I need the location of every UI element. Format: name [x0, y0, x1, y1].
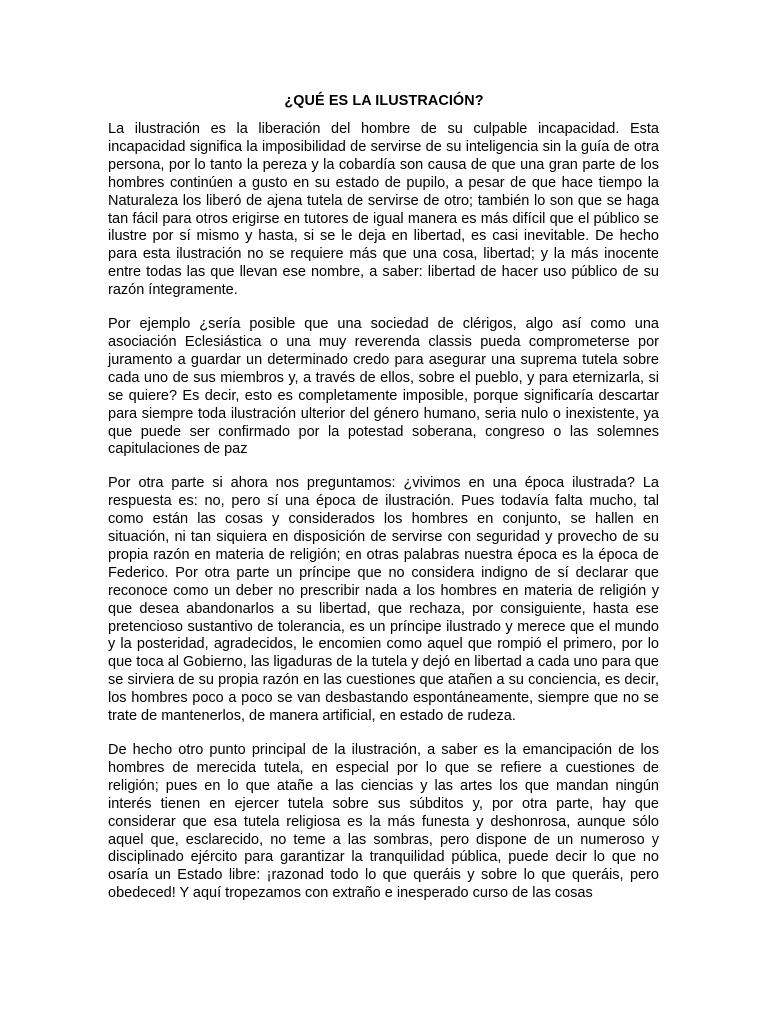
paragraph-3: Por otra parte si ahora nos preguntamos: ¿vivimos en una época ilustrada? La respuesta es: no, pero sí una época de ilustración. Pues todavía falta mucho, tal como están las cosas y considerados los hombres en conjunto, se hallen en situación, ni tan siquiera en disposición de servirse con seguridad y provecho de su propia razón en materia de religión; en otras palabras nuestra época es la época de Federico. Por otra parte un príncipe que no considera indigno de sí declarar que reconoce como un deber no prescribir nada a los hombres en materia de religión y que desea abandonarlos a su libertad, que rechaza, por consiguiente, hasta ese pretencioso sustantivo de tolerancia, es un príncipe ilustrado y merece que el mundo y la posteridad, agradecidos, le encomien como aquel que rompió el primero, por lo que toca al Gobierno, las ligaduras de la tutela y dejó en libertad a cada uno para que se sirviera de su propia razón en las cuestiones que atañen a su conciencia, es decir, los hombres poco a poco se van desbastando espontáneamente, siempre que no se trate de mantenerlos, de manera artificial, en estado de rudeza.	[108, 475, 659, 725]
paragraph-2: Por ejemplo ¿sería posible que una sociedad de clérigos, algo así como una asociación Eclesiástica o una muy reverenda classis pueda comprometerse por juramento a guardar un determinado credo para asegurar una suprema tutela sobre cada uno de sus miembros y, a través de ellos, sobre el pueblo, y para eternizarla, si se quiere? Es decir, esto es completamente imposible, porque significaría descartar para siempre toda ilustración ulterior del género humano, seria nulo o inexistente, ya que puede ser confirmado por la potestad soberana, congreso o las solemnes capitulaciones de paz	[108, 316, 659, 458]
document-body	[108, 121, 659, 919]
paragraph-4: De hecho otro punto principal de la ilustración, a saber es la emancipación de los hombres de merecida tutela, en especial por lo que se refiere a cuestiones de religión; pues en lo que atañe a las ciencias y las artes los que mandan ningún interés tienen en ejercer tutela sobre sus súbditos y, por otra parte, hay que considerar que esa tutela religiosa es la más funesta y deshonrosa, aunque sólo aquel que, esclarecido, no teme a las sombras, pero dispone de un numeroso y disciplinado ejército para garantizar la tranquilidad pública, puede decir lo que no osaría un Estado libre: ¡razonad todo lo que queráis y sobre lo que queráis, pero obedeced! Y aquí tropezamos con extraño e inesperado curso de las cosas	[108, 742, 659, 902]
document-title: ¿QUÉ ES LA ILUSTRACIÓN?	[284, 93, 484, 109]
paragraph-1: La ilustración es la liberación del hombre de su culpable incapacidad. Esta incapacidad significa la imposibilidad de servirse de su inteligencia sin la guía de otra persona, por lo tanto la pereza y la cobardía son causa de que una gran parte de los hombres continúen a gusto en su estado de pupilo, a pesar de que hace tiempo la Naturaleza los liberó de ajena tutela de servirse de otro; también lo son que se haga tan fácil para otros erigirse en tutores de igual manera es más difícil que el público se ilustre por sí mismo y hasta, si se le deja en libertad, es casi inevitable. De hecho para esta ilustración no se requiere más que una cosa, libertad; y la más inocente entre todas las que llevan ese nombre, a saber: libertad de hacer uso público de su razón íntegramente.	[108, 121, 659, 299]
